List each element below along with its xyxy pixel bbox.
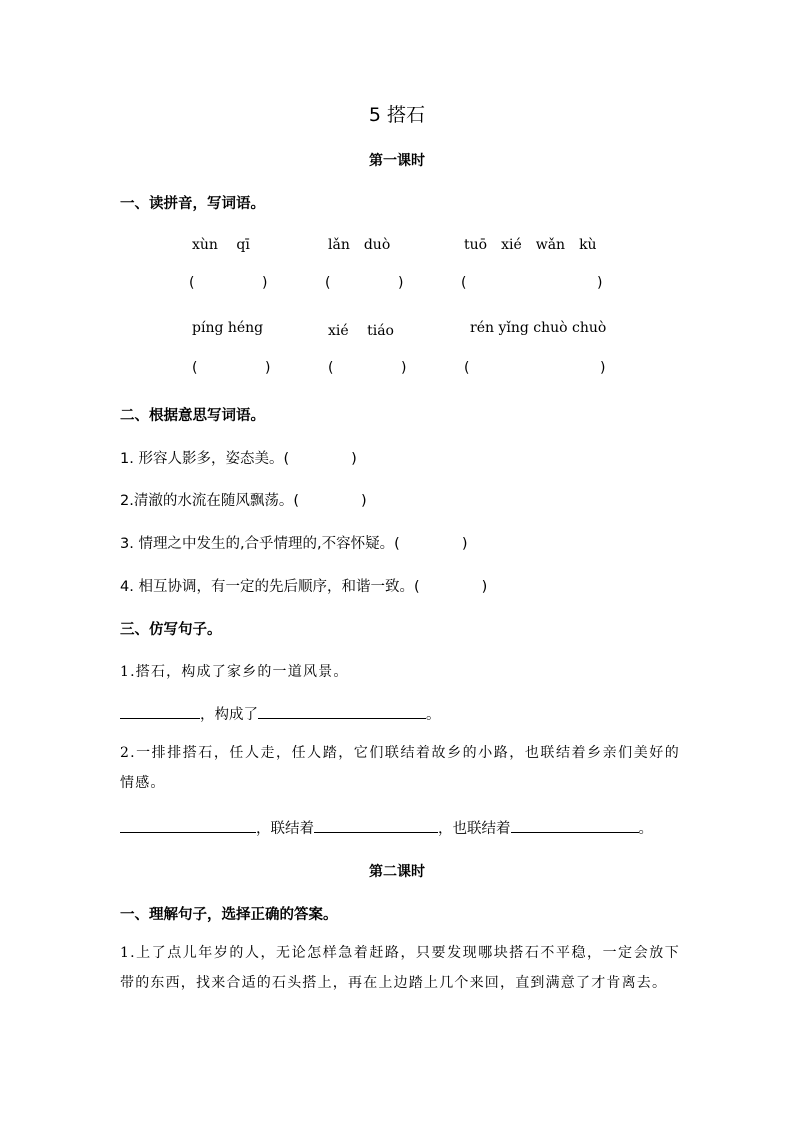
fill-text: ，联结着 — [256, 821, 314, 837]
answer-open-paren: ( — [464, 360, 470, 376]
section-2-heading: 二、根据意思写词语。 — [120, 408, 265, 424]
part-2-section-1-heading: 一、理解句子，选择正确的答案。 — [120, 907, 338, 923]
answer-open-paren: ( — [192, 360, 198, 376]
answer-close-paren: ) — [398, 275, 404, 291]
answer-close-paren: ) — [461, 536, 468, 552]
fill-line-2 — [120, 817, 653, 838]
pinyin-item: lǎn duò — [328, 237, 391, 253]
pinyin-item: xùn qī — [192, 237, 250, 253]
fill-blank[interactable] — [120, 704, 200, 719]
fill-blank[interactable] — [511, 818, 639, 833]
fill-blank[interactable] — [314, 818, 438, 833]
section-1-heading: 一、读拼音，写词语。 — [120, 196, 265, 212]
answer-close-paren: ) — [401, 360, 407, 376]
pinyin-item: xié tiáo — [328, 323, 394, 339]
fill-text: 。 — [426, 707, 441, 723]
page-title: 5 搭石 — [368, 104, 426, 126]
definition-question — [120, 575, 487, 596]
answer-close-paren: ) — [262, 275, 268, 291]
answer-open-paren: ( — [325, 275, 331, 291]
answer-close-paren: ) — [600, 360, 606, 376]
fill-blank[interactable] — [258, 704, 426, 719]
pinyin-item: rén yǐng chuò chuò — [470, 320, 607, 336]
answer-close-paren: ) — [597, 275, 603, 291]
question-text: 2.清澈的水流在随风飘荡。( — [120, 493, 299, 509]
fill-blank[interactable] — [120, 818, 256, 833]
answer-close-paren: ) — [265, 360, 271, 376]
answer-close-paren: ) — [361, 493, 367, 509]
definition-question — [120, 447, 357, 468]
question-text: 1. 形容人影多，姿态美。( — [120, 451, 290, 467]
fill-text: ，构成了 — [200, 707, 258, 723]
lesson-2-heading: 第二课时 — [369, 864, 425, 880]
fill-text: 。 — [638, 821, 653, 837]
answer-close-paren: ) — [351, 451, 357, 467]
pinyin-item: tuō xié wǎn kù — [464, 237, 597, 253]
answer-open-paren: ( — [461, 275, 467, 291]
answer-open-paren: ( — [328, 360, 334, 376]
definition-question — [120, 489, 367, 510]
comprehension-sentence-1: 1.上了点儿年岁的人，无论怎样急着赶路，只要发现哪块搭石不平稳，一定会放下带的东西，找来合适的石头搭上，再在上边踏上几个来回，直到满意了才肯离去。 — [120, 945, 680, 991]
answer-close-paren: ) — [481, 579, 488, 595]
model-sentence-2: 2.一排排搭石，任人走，任人踏，它们联结着故乡的小路，也联结着乡亲们美好的情感。 — [120, 745, 680, 791]
fill-line-1 — [120, 703, 441, 724]
model-sentence-1: 1.搭石，构成了家乡的一道风景。 — [120, 664, 349, 680]
definition-question — [120, 532, 468, 553]
answer-open-paren: ( — [189, 275, 195, 291]
lesson-1-heading: 第一课时 — [369, 153, 425, 169]
fill-text: ，也联结着 — [438, 821, 511, 837]
question-text: 4. 相互协调，有一定的先后顺序，和谐一致。( — [120, 579, 420, 595]
section-3-heading: 三、仿写句子。 — [120, 622, 222, 638]
question-text: 3. 情理之中发生的,合乎情理的,不容怀疑。( — [120, 536, 400, 552]
pinyin-item: píng héng — [192, 320, 264, 336]
